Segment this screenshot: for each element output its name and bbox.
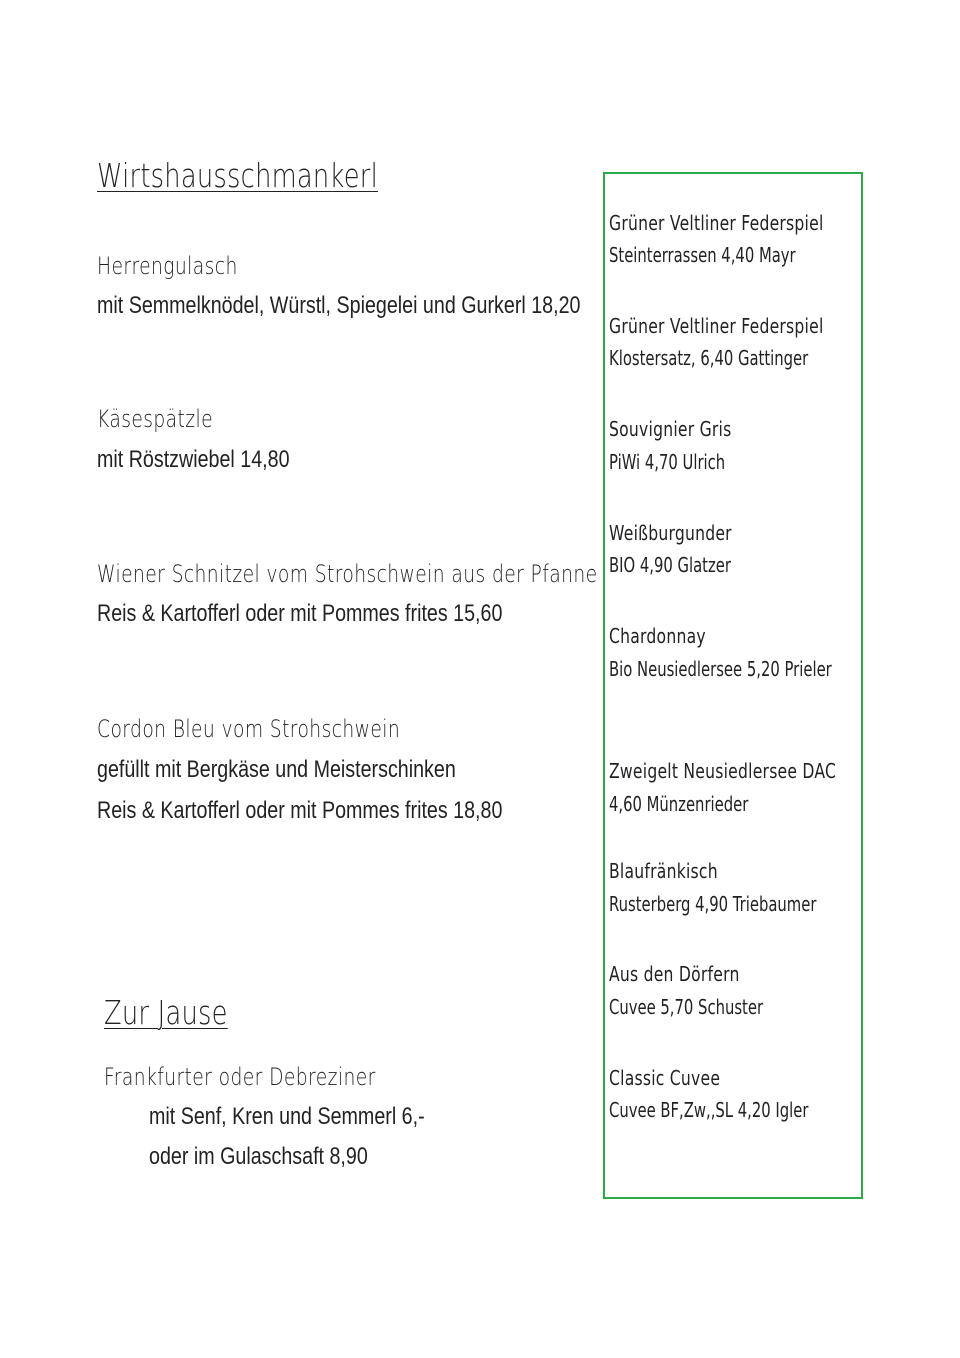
wine-detail: BIO 4,90 Glatzer bbox=[609, 553, 731, 577]
dish-desc-herrengulasch: mit Semmelknödel, Würstl, Spiegelei und Gurkerl 18,20 bbox=[97, 292, 581, 319]
wine-name: Weißburgunder bbox=[609, 521, 732, 545]
wine-detail: Cuvee BF,Zw,,SL 4,20 Igler bbox=[609, 1098, 809, 1122]
menu-title: Wirtshausschmankerl bbox=[97, 156, 378, 195]
wine-detail: Cuvee 5,70 Schuster bbox=[609, 995, 764, 1019]
dish-name-cordon-bleu: Cordon Bleu vom Strohschwein bbox=[97, 715, 401, 743]
wine-name: Chardonnay bbox=[609, 624, 706, 648]
dish-desc-cordon-bleu: gefüllt mit Bergkäse und Meisterschinken bbox=[97, 756, 456, 783]
dish-name-kaesespaetzle: Käsespätzle bbox=[97, 405, 213, 433]
dish-name-herrengulasch: Herrengulasch bbox=[97, 252, 238, 280]
wine-name: Classic Cuvee bbox=[609, 1066, 721, 1090]
dish-name-schnitzel: Wiener Schnitzel vom Strohschwein aus der Pfanne bbox=[97, 560, 598, 588]
dish-desc-kaesespaetzle: mit Röstzwiebel 14,80 bbox=[97, 446, 290, 473]
dish-desc2-cordon-bleu: Reis & Kartofferl oder mit Pommes frites 18,80 bbox=[97, 797, 503, 824]
wine-detail: Klostersatz, 6,40 Gattinger bbox=[609, 346, 809, 370]
wine-name: Grüner Veltliner Federspiel bbox=[609, 314, 824, 338]
wine-detail: Rusterberg 4,90 Triebaumer bbox=[609, 892, 817, 916]
jause-line-gulaschsaft: oder im Gulaschsaft 8,90 bbox=[149, 1143, 368, 1170]
wine-detail: Steinterrassen 4,40 Mayr bbox=[609, 243, 796, 267]
jause-name: Frankfurter oder Debreziner bbox=[104, 1063, 376, 1091]
wine-detail: PiWi 4,70 Ulrich bbox=[609, 450, 726, 474]
wine-name: Grüner Veltliner Federspiel bbox=[609, 211, 824, 235]
jause-title: Zur Jause bbox=[104, 993, 228, 1032]
wine-name: Souvignier Gris bbox=[609, 417, 732, 441]
dish-desc-schnitzel: Reis & Kartofferl oder mit Pommes frites 15,60 bbox=[97, 600, 503, 627]
wine-name: Zweigelt Neusiedlersee DAC bbox=[609, 759, 837, 783]
jause-line-senf: mit Senf, Kren und Semmerl 6,- bbox=[149, 1103, 425, 1130]
wine-detail: Bio Neusiedlersee 5,20 Prieler bbox=[609, 657, 832, 681]
wine-name: Aus den Dörfern bbox=[609, 962, 740, 986]
wine-detail: 4,60 Münzenrieder bbox=[609, 792, 749, 816]
wine-name: Blaufränkisch bbox=[609, 859, 718, 883]
